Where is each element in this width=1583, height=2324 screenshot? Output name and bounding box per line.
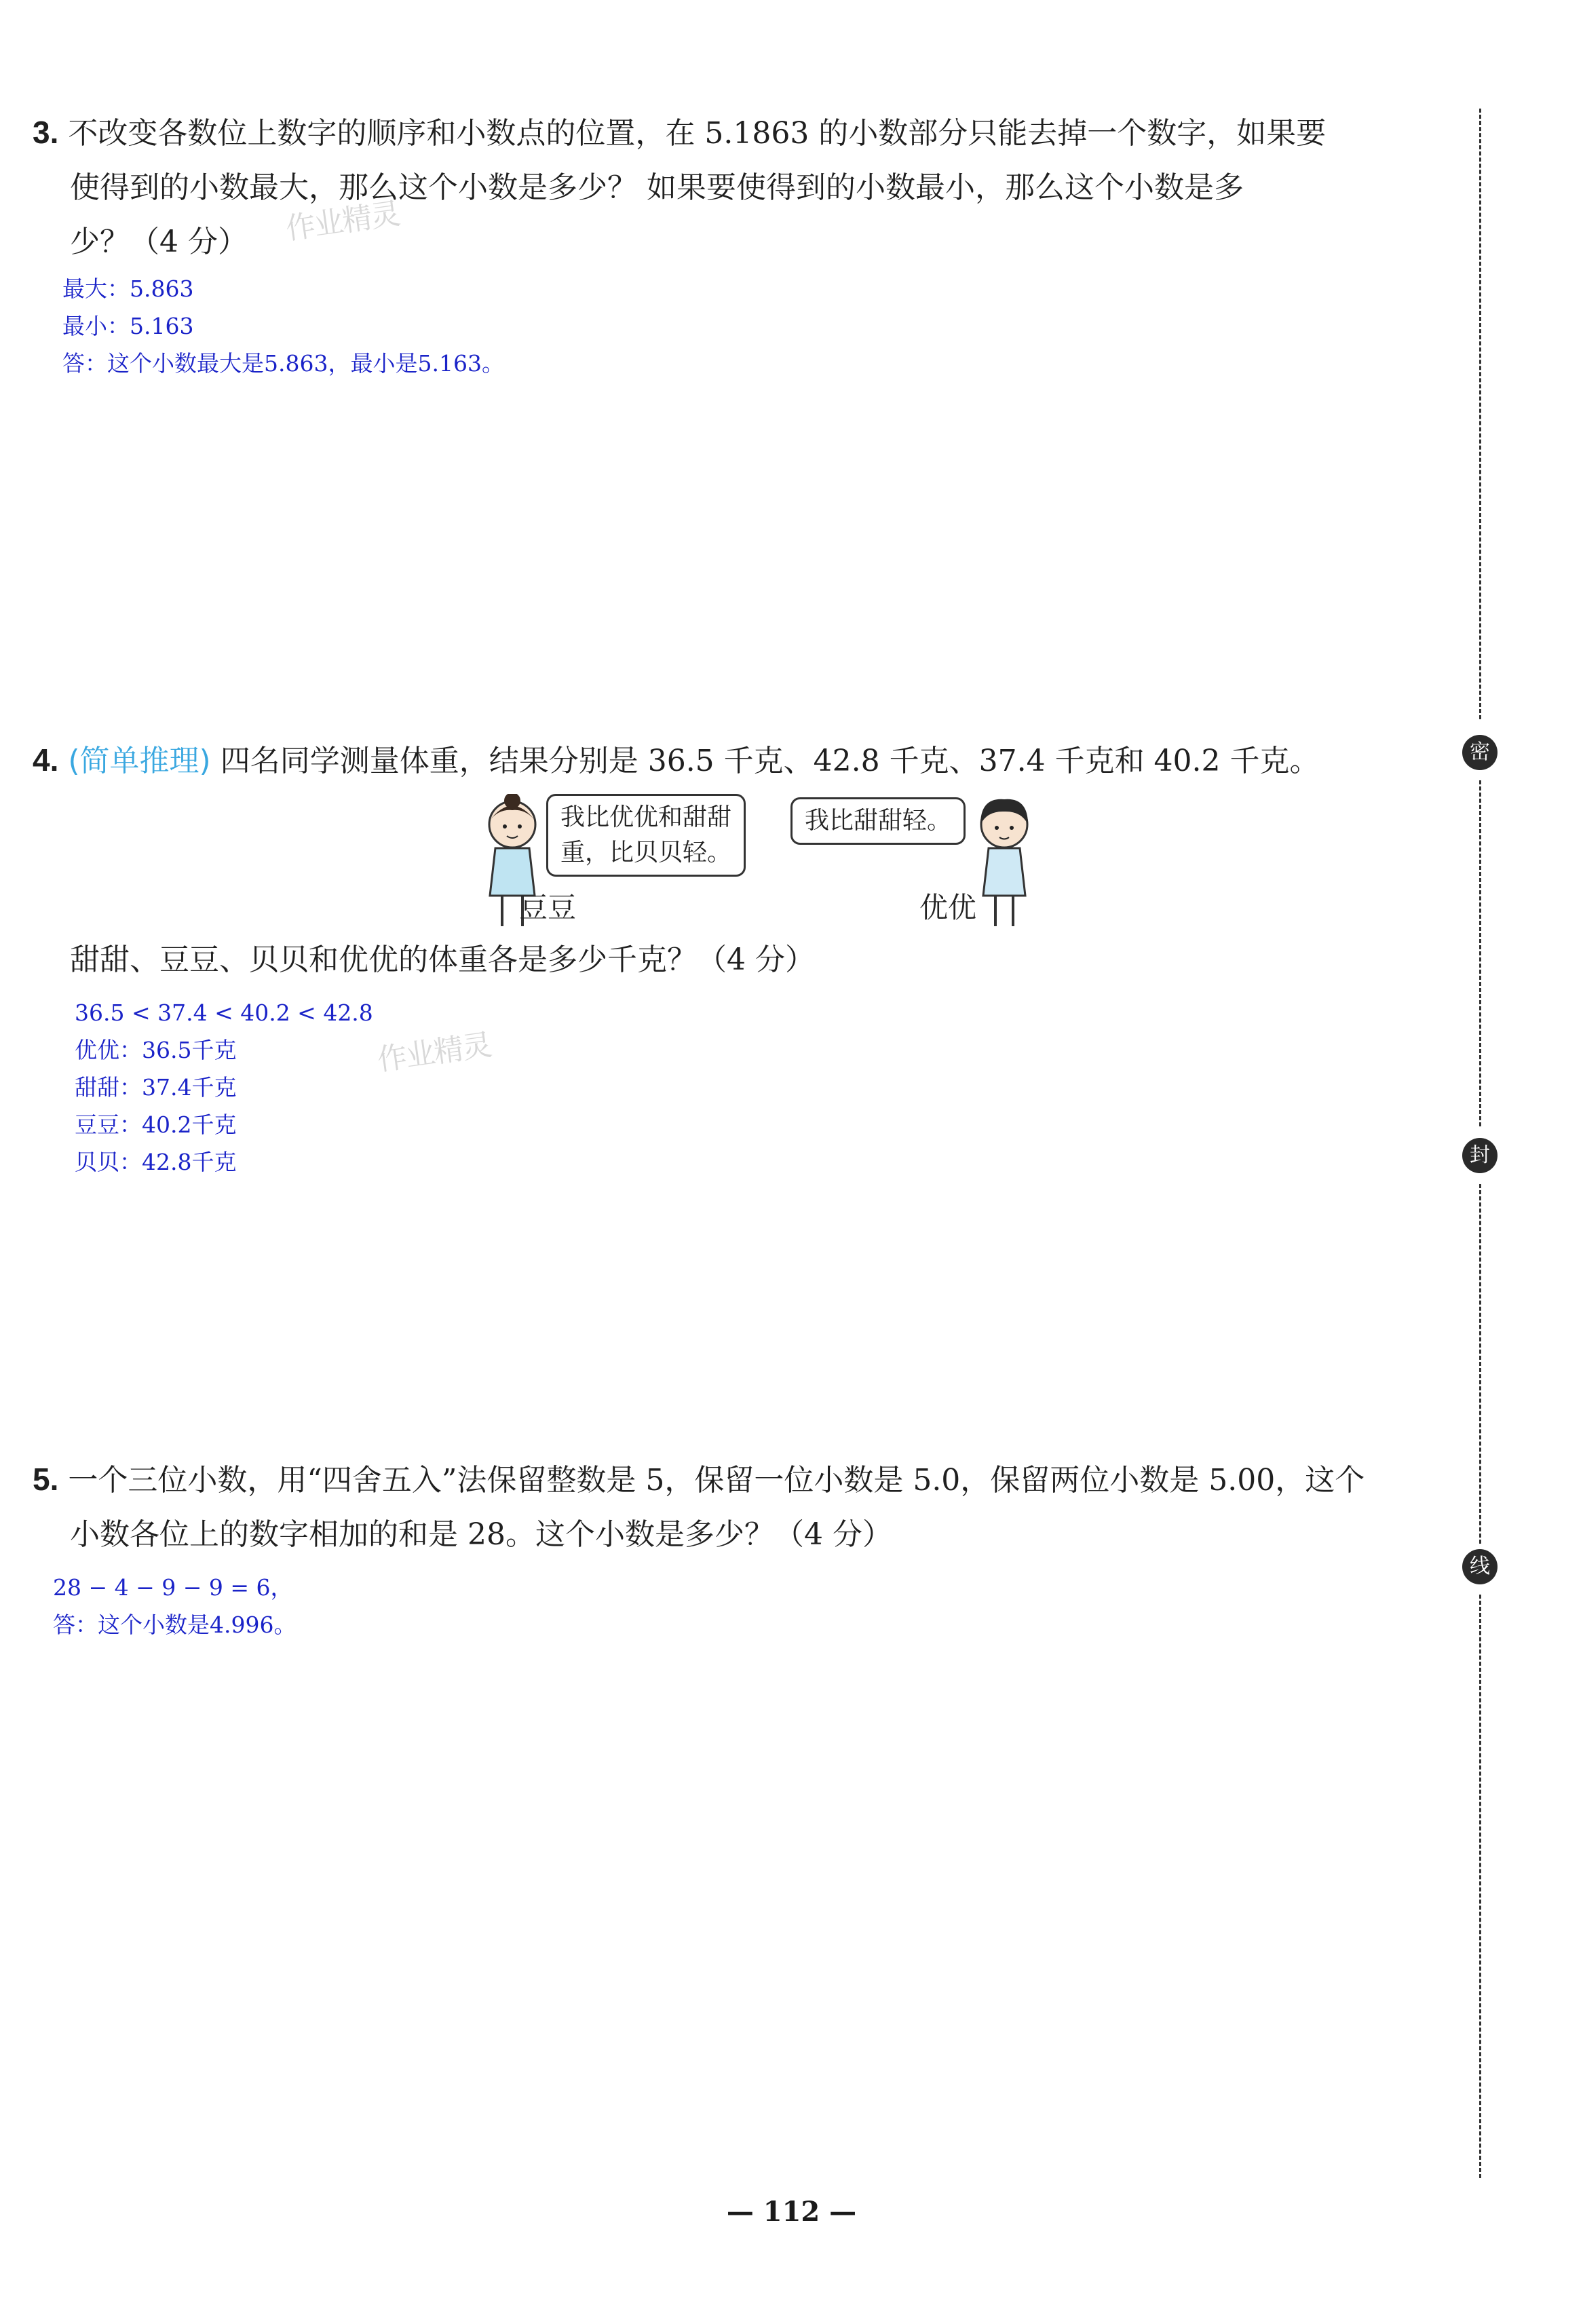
question-3-line-3: 少？（4 分）: [70, 225, 248, 259]
question-5-line-2: 小数各位上的数字相加的和是 28。这个小数是多少？（4 分）: [70, 1517, 892, 1552]
question-3-line-2: 使得到的小数最大，那么这个小数是多少？ 如果要使得到的小数最小，那么这个小数是多: [70, 170, 1244, 205]
binding-line: [1479, 109, 1481, 719]
answer-3: [62, 270, 504, 382]
answer-5: [53, 1569, 296, 1643]
binding-line: [1479, 1595, 1481, 2178]
question-5: [33, 1452, 1457, 1562]
answer-line: 豆豆：40.2千克: [75, 1111, 237, 1138]
girl-youyou-illustration: [967, 794, 1042, 930]
bubble-line: 我比甜甜轻。: [805, 807, 952, 835]
question-5-line-1: 一个三位小数，用“四舍五入”法保留整数是 5，保留一位小数是 5.0，保留两位小数是 5.00，这个: [68, 1463, 1365, 1498]
answer-line: 优优：36.5千克: [75, 1037, 237, 1063]
answer-line: 36.5 < 37.4 < 40.2 < 42.8: [75, 999, 373, 1026]
question-4: [33, 733, 1457, 788]
margin-mark-xian: 线: [1462, 1549, 1498, 1584]
question-5-number: 5.: [33, 1462, 59, 1497]
page-number: — 112 —: [726, 2196, 857, 2228]
question-3: [33, 105, 1457, 269]
binding-line: [1479, 780, 1481, 1126]
question-4-line-1: 四名同学测量体重，结果分别是 36.5 千克、42.8 千克、37.4 千克和 40.2 千克。: [220, 744, 1320, 778]
answer-line: 甜甜：37.4千克: [75, 1074, 237, 1101]
question-3-line-1: 不改变各数位上数字的顺序和小数点的位置，在 5.1863 的小数部分只能去掉一个数字，如果要: [68, 116, 1327, 151]
answer-line: 答：这个小数是4.996。: [53, 1612, 297, 1638]
answer-line: 贝贝：42.8千克: [75, 1149, 237, 1175]
question-3-number: 3.: [33, 115, 59, 150]
question-4-prompt: [70, 933, 815, 987]
binding-line: [1479, 1184, 1481, 1544]
name-youyou: 优优: [919, 891, 977, 924]
answer-4: [75, 994, 373, 1181]
speech-bubble-youyou: [790, 797, 966, 845]
margin-mark-feng: 封: [1462, 1138, 1498, 1173]
question-4-tag: (简单推理): [68, 744, 211, 778]
bubble-line: 我比优优和甜甜: [560, 803, 732, 831]
question-4-number: 4.: [33, 742, 59, 778]
question-4-text: 甜甜、豆豆、贝贝和优优的体重各是多少千克？（4 分）: [70, 942, 815, 977]
answer-line: 28 − 4 − 9 − 9 = 6，: [53, 1574, 293, 1601]
watermark: 作业精灵: [375, 1027, 493, 1078]
speech-bubble-doudou: [546, 794, 746, 877]
margin-mark-mi: 密: [1462, 735, 1498, 770]
answer-line: 最小：5.163: [62, 313, 194, 339]
answer-line: 最大：5.863: [62, 275, 194, 302]
answer-line: 答：这个小数最大是5.863，最小是5.163。: [62, 350, 504, 377]
bubble-line: 重，比贝贝轻。: [560, 839, 732, 866]
name-doudou: 豆豆: [519, 891, 577, 924]
watermark: 作业精灵: [283, 196, 402, 247]
